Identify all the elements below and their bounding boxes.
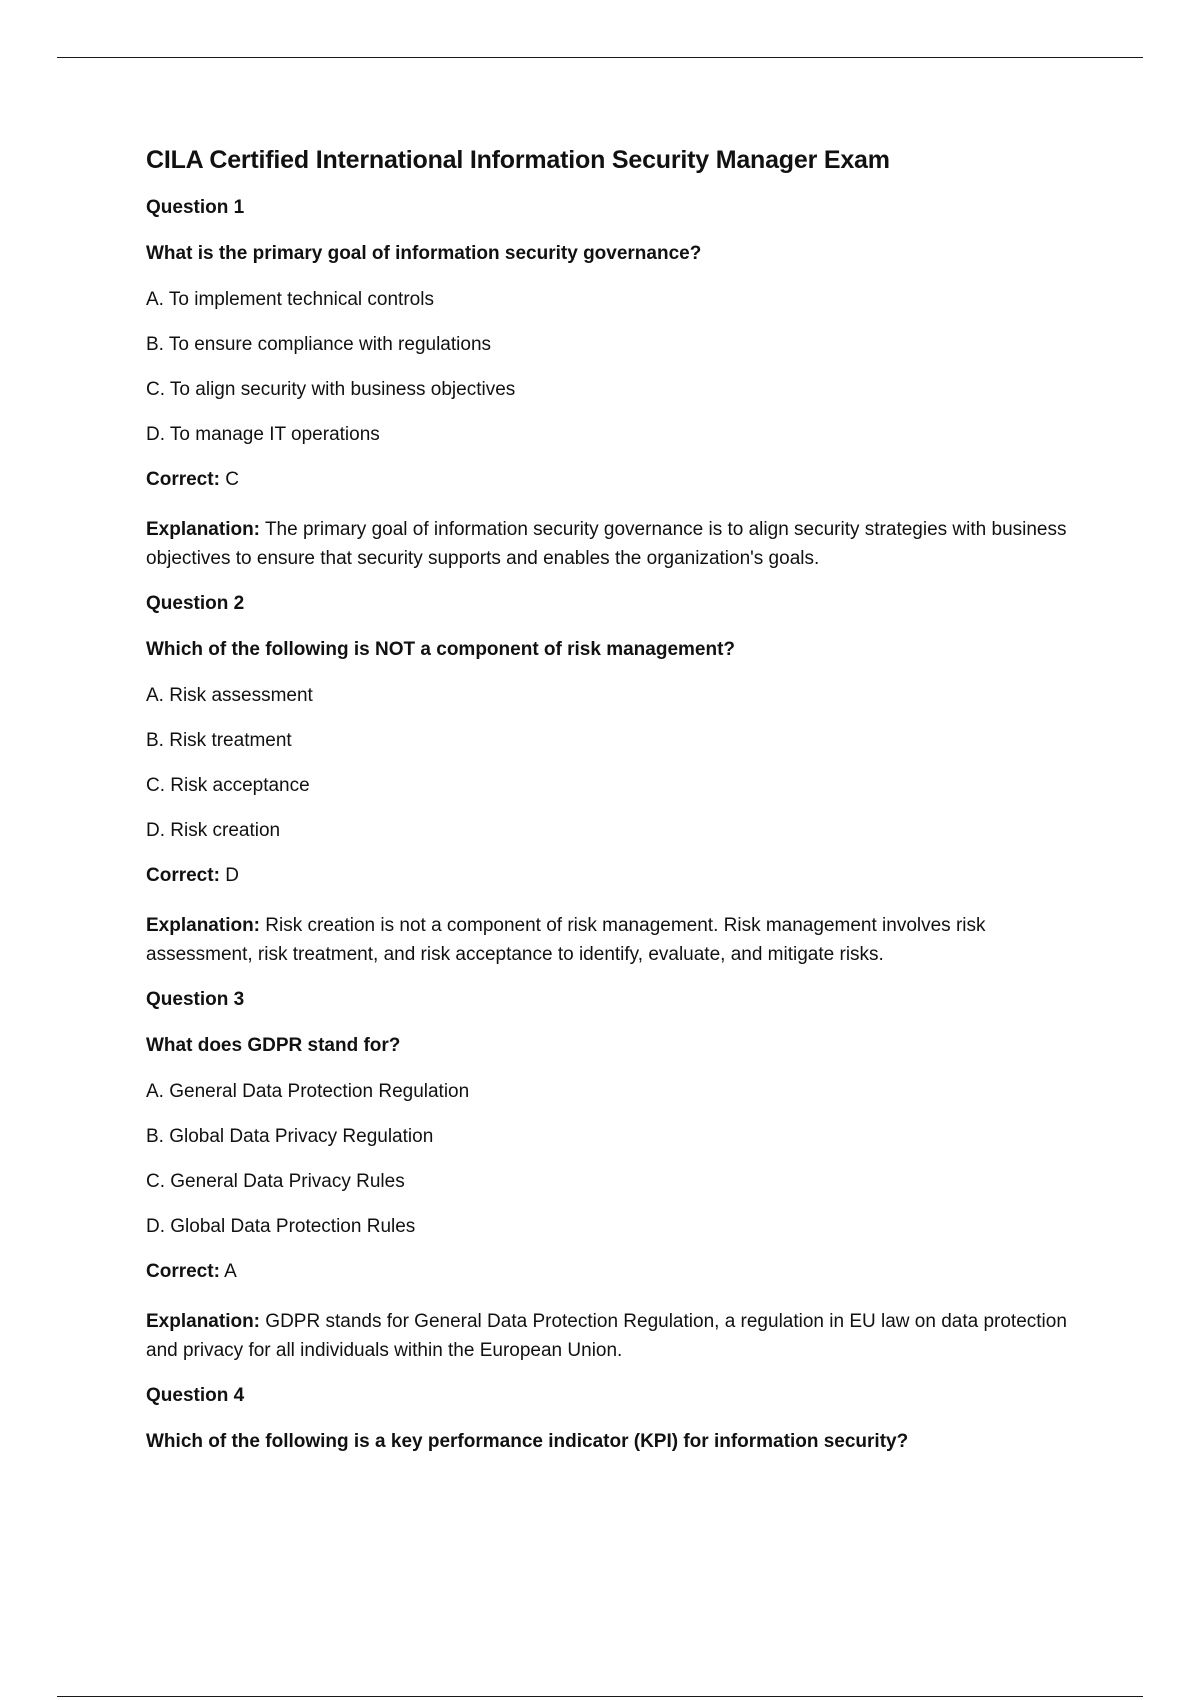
option-d: D. Global Data Protection Rules bbox=[146, 1216, 416, 1237]
correct-label: Correct: bbox=[146, 1261, 220, 1282]
correct-answer bbox=[146, 1261, 1076, 1283]
explanation bbox=[146, 1307, 1076, 1365]
explanation bbox=[146, 515, 1076, 573]
question-number: Question 3 bbox=[146, 989, 245, 1010]
option-b: B. To ensure compliance with regulations bbox=[146, 334, 492, 355]
explanation-label: Explanation: bbox=[146, 915, 261, 936]
question-number: Question 4 bbox=[146, 1385, 245, 1406]
explanation-text: GDPR stands for General Data Protection Regulation, a regulation in EU law on data protection and privacy for all individuals within the European Union. bbox=[146, 1311, 1067, 1361]
explanation-label: Explanation: bbox=[146, 519, 261, 540]
explanation-text: Risk creation is not a component of risk management. Risk management involves risk assessment, risk treatment, and risk acceptance to identify, evaluate, and mitigate risks. bbox=[146, 915, 986, 965]
correct-value: D bbox=[225, 865, 239, 886]
question-block bbox=[146, 593, 1076, 969]
option-d: D. Risk creation bbox=[146, 820, 281, 841]
option-d: D. To manage IT operations bbox=[146, 424, 380, 445]
question-text: What does GDPR stand for? bbox=[146, 1035, 401, 1056]
correct-value: C bbox=[225, 469, 239, 490]
question-text: What is the primary goal of information security governance? bbox=[146, 243, 702, 264]
explanation-label: Explanation: bbox=[146, 1311, 261, 1332]
header-rule bbox=[57, 57, 1143, 58]
question-block bbox=[146, 197, 1076, 573]
correct-answer bbox=[146, 469, 1076, 491]
option-a: A. To implement technical controls bbox=[146, 289, 434, 310]
option-c: C. Risk acceptance bbox=[146, 775, 310, 796]
question-block bbox=[146, 989, 1076, 1365]
option-a: A. General Data Protection Regulation bbox=[146, 1081, 470, 1102]
option-a: A. Risk assessment bbox=[146, 685, 313, 706]
question-number: Question 1 bbox=[146, 197, 245, 218]
question-number: Question 2 bbox=[146, 593, 245, 614]
option-c: C. To align security with business objectives bbox=[146, 379, 516, 400]
correct-value: A bbox=[224, 1261, 237, 1282]
option-c: C. General Data Privacy Rules bbox=[146, 1171, 405, 1192]
explanation bbox=[146, 911, 1076, 969]
option-b: B. Global Data Privacy Regulation bbox=[146, 1126, 434, 1147]
correct-answer bbox=[146, 865, 1076, 887]
correct-label: Correct: bbox=[146, 469, 220, 490]
correct-label: Correct: bbox=[146, 865, 220, 886]
question-block bbox=[146, 1385, 1076, 1453]
option-b: B. Risk treatment bbox=[146, 730, 292, 751]
question-text: Which of the following is NOT a component of risk management? bbox=[146, 639, 736, 660]
document-title: CILA Certified International Information Security Manager Exam bbox=[146, 146, 890, 174]
question-text: Which of the following is a key performance indicator (KPI) for information security? bbox=[146, 1431, 909, 1452]
explanation-text: The primary goal of information security governance is to align security strategies with business objectives to ensure that security supports and enables the organization's goals. bbox=[146, 519, 1067, 569]
document-body bbox=[146, 146, 1076, 1477]
footer-rule bbox=[57, 1696, 1143, 1697]
